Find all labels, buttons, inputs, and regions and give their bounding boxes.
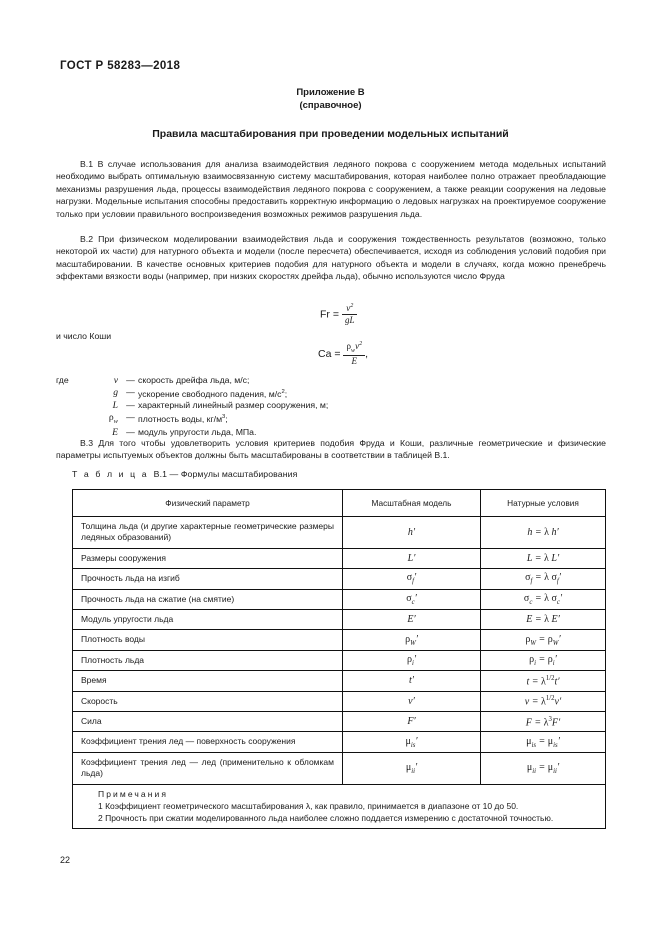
cell-full-scale: L = λ L′ <box>481 548 606 568</box>
cell-full-scale: $\mu_{is} = \mu_{is}'$ <box>481 732 606 752</box>
table-caption-text: В.1 — Формулы масштабирования <box>153 469 298 479</box>
formula-cauchy-fraction <box>343 341 365 367</box>
cell-model: $\rho_W'$ <box>343 630 481 650</box>
where-dash: — <box>126 411 135 422</box>
where-definition: скорость дрейфа льда, м/с; <box>138 375 250 385</box>
where-dash: — <box>126 386 135 397</box>
cell-parameter: Прочность льда на изгиб <box>73 569 343 589</box>
where-spacer <box>56 387 88 400</box>
where-intro: где <box>56 375 69 385</box>
cell-full-scale: $\rho_i = \rho_i'$ <box>481 650 606 670</box>
appendix-heading <box>0 86 661 112</box>
cell-parameter: Плотность льда <box>73 650 343 670</box>
cell-parameter: Коэффициент трения лед — поверхность сооружения <box>73 732 343 752</box>
table-caption-label: Т а б л и ц а <box>72 469 149 479</box>
appendix-kind: (справочное) <box>299 100 362 111</box>
cell-model: t′ <box>343 671 481 691</box>
table-row <box>73 517 606 549</box>
formula-froude-fraction <box>342 303 358 326</box>
table-notes <box>73 784 606 829</box>
where-symbol: L <box>112 400 118 412</box>
formula-froude <box>320 303 357 326</box>
where-spacer <box>56 412 88 428</box>
between-formulas-text: и число Коши <box>56 331 112 341</box>
formula-cauchy <box>318 341 368 367</box>
appendix-label: Приложение В <box>296 87 365 98</box>
notes-title: Примечания <box>98 788 169 799</box>
where-symbol: E <box>112 427 118 439</box>
where-symbol: g <box>113 386 118 398</box>
formula-froude-numerator: $v^2$ <box>346 303 354 313</box>
table-row <box>73 650 606 670</box>
where-dash: — <box>126 400 135 411</box>
table-row <box>73 732 606 752</box>
cell-model: $\rho_i'$ <box>343 650 481 670</box>
scaling-table <box>72 489 606 829</box>
cell-full-scale: $\sigma_f = \lambda$ $\sigma_f'$ <box>481 569 606 589</box>
cell-parameter: Прочность льда на сжатие (на смятие) <box>73 589 343 609</box>
where-dash: — <box>126 427 135 438</box>
where-row <box>56 400 328 412</box>
formula-cauchy-numerator: $\rho_wv^2$ <box>346 341 363 354</box>
table-row <box>73 691 606 711</box>
paragraph-b3-wrap <box>56 437 606 462</box>
cell-full-scale: $\rho_W = \rho_W'$ <box>481 630 606 650</box>
where-row <box>56 375 328 387</box>
table-row <box>73 569 606 589</box>
table-caption <box>72 469 297 479</box>
cell-full-scale: $F = \lambda^3F'$ <box>481 712 606 732</box>
formula-cauchy-comma: , <box>365 347 369 360</box>
cell-parameter: Сила <box>73 712 343 732</box>
formula-cauchy-lhs: Ca = <box>318 347 341 360</box>
variable-definitions <box>56 375 328 439</box>
cell-model: $\mu_{is}'$ <box>343 732 481 752</box>
note-item: 2 Прочность при сжатии моделированного льда наиболее сложно поддается измерению с достаточной точностью. <box>98 812 554 823</box>
table-row <box>73 752 606 784</box>
cell-full-scale: $\mu_{ii} = \mu_{ii}'$ <box>481 752 606 784</box>
cell-parameter: Плотность воды <box>73 630 343 650</box>
cell-parameter: Коэффициент трения лед — лед (применительно к обломкам льда) <box>73 752 343 784</box>
cell-model: $\sigma_c'$ <box>343 589 481 609</box>
cell-model: F′ <box>343 712 481 732</box>
note-item: 1 Коэффициент геометрического масштабирования λ, как правило, принимается в диапазоне от 10 до 50. <box>98 801 519 812</box>
where-definition: плотность воды, $кг/м^3$; <box>138 413 228 424</box>
page-title: Правила масштабирования при проведении модельных испытаний <box>152 128 509 140</box>
formula-cauchy-denominator: E <box>343 355 365 366</box>
paragraph-b1: В.1 В случае использования для анализа взаимодействия ледяного покрова с сооружением метода модельных испытаний необходимо выбрать оптимальную взаимосвязанную систему масштабирования, которая наиболее полно отражает преобладающие механизмы разрушения льда, процессы взаимодействия ледяного покрова с сооружением, а также реакции сооружения на ледовые нагрузки. Модельные испытания способны предоставить корректную информацию о ледовых нагрузках на проектируемое сооружение только при условии правильного воспроизведения возможных режимов разрушения льда. <box>56 159 606 219</box>
cell-model: $\mu_{ii}'$ <box>343 752 481 784</box>
where-symbol: $\rho_w$ <box>108 411 118 425</box>
cell-parameter: Размеры сооружения <box>73 548 343 568</box>
paragraph-b2: В.2 При физическом моделировании взаимодействия льда и сооружения тождественность результатов (возможно, только некоторой их части) для натурного объекта и модели (после пересчета) обеспечивается, исходя из соблюдения условий подобия при масштабировании. В качестве основных критериев подобия для натурного объекта и модели в случаях, когда можно пренебречь эффектами вязкости воды (например, при низких скоростях дрейфа льда), обычно используются число Фруда <box>56 234 606 282</box>
column-header-full-scale: Натурные условия <box>481 490 606 517</box>
cell-full-scale: $v = \lambda^{1/2}v'$ <box>481 691 606 711</box>
cell-model: $\sigma_f'$ <box>343 569 481 589</box>
cell-model: h′ <box>343 517 481 549</box>
cell-model: E′ <box>343 610 481 630</box>
table-notes-row <box>73 784 606 829</box>
where-definition: ускорение свободного падения, $м/с^2$; <box>138 388 288 399</box>
page-number: 22 <box>60 855 71 865</box>
table-row <box>73 548 606 568</box>
cell-model: v′ <box>343 691 481 711</box>
cell-full-scale: $\sigma_c = \lambda$ $\sigma_c'$ <box>481 589 606 609</box>
where-row <box>56 412 328 428</box>
cell-full-scale: h = λ h′ <box>481 517 606 549</box>
paragraph-b2-wrap <box>56 233 606 283</box>
standard-header: ГОСТ Р 58283—2018 <box>60 60 181 72</box>
cell-parameter: Время <box>73 671 343 691</box>
cell-parameter: Толщина льда (и другие характерные геометрические размеры ледяных образований) <box>73 517 343 549</box>
where-definition: модуль упругости льда, МПа. <box>138 427 257 438</box>
column-header-model: Масштабная модель <box>343 490 481 517</box>
cell-parameter: Модуль упругости льда <box>73 610 343 630</box>
where-symbol: v <box>113 375 118 386</box>
cell-full-scale: $t = \lambda^{1/2}t'$ <box>481 671 606 691</box>
where-row <box>56 387 328 400</box>
table-row <box>73 610 606 630</box>
formula-froude-lhs: Fr = <box>320 308 339 321</box>
table-header-row <box>73 490 606 517</box>
table-row <box>73 712 606 732</box>
table-row <box>73 630 606 650</box>
paragraph-b3: В.3 Для того чтобы удовлетворить условия критериев подобия Фруда и Коши, различные геометрические и физические параметры испытуемых объектов должны быть масштабированы в соответствии в таблицей В.1. <box>56 438 606 461</box>
table-row <box>73 671 606 691</box>
formula-froude-denominator: gL <box>342 314 358 325</box>
column-header-parameter: Физический параметр <box>73 490 343 517</box>
table-row <box>73 589 606 609</box>
cell-model: L′ <box>343 548 481 568</box>
cell-full-scale: E = λ E′ <box>481 610 606 630</box>
where-spacer <box>56 400 88 412</box>
paragraph-b1-wrap <box>56 158 606 220</box>
cell-parameter: Скорость <box>73 691 343 711</box>
where-definition: характерный линейный размер сооружения, м; <box>138 400 329 411</box>
where-dash: — <box>126 375 135 385</box>
